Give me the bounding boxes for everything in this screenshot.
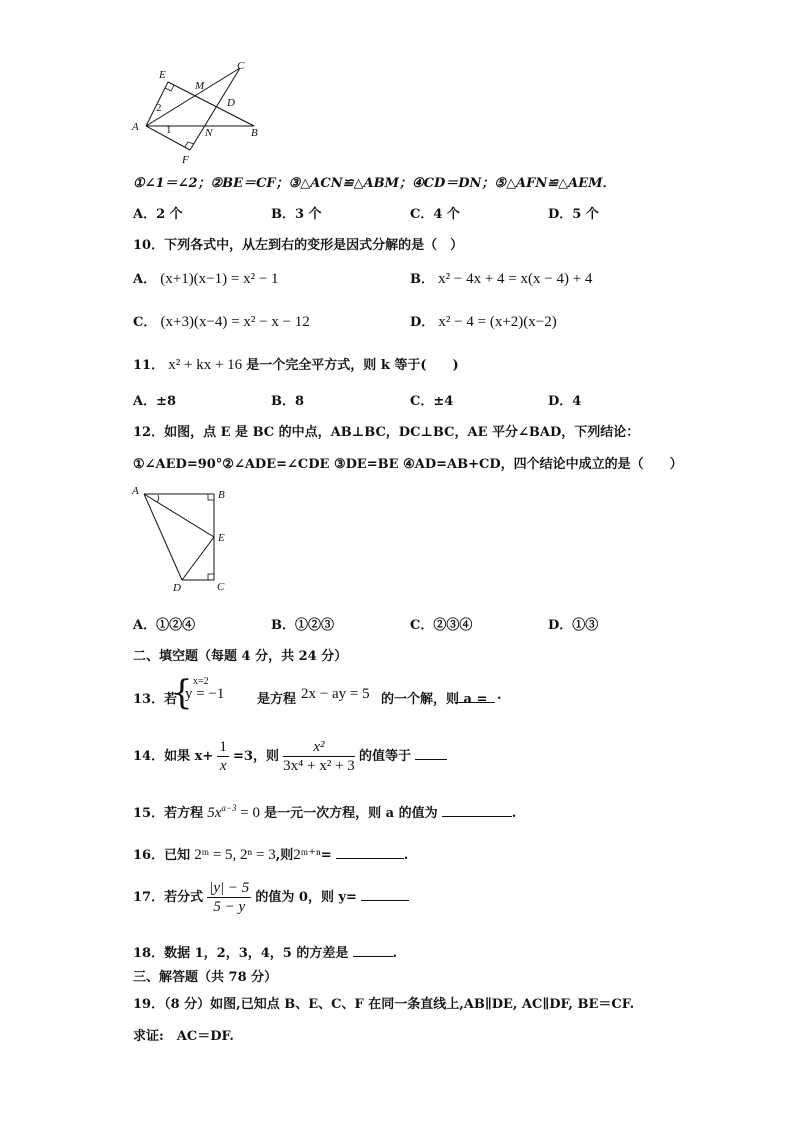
segment-ae [144, 494, 214, 537]
label-d: D [227, 97, 235, 109]
q15-expr-rest: = 0 [236, 805, 260, 821]
q11-option-a: A．±8 [133, 394, 177, 409]
q18 [133, 942, 397, 961]
label-d: D [173, 582, 181, 594]
q11-option-b: B．8 [271, 394, 305, 409]
q15-expr: 5x [207, 805, 222, 821]
q17-number: 17．若分式 [133, 890, 204, 905]
figure-q9 [128, 58, 268, 168]
q16-equals: = [320, 848, 332, 863]
label-a: A [132, 121, 139, 133]
q17-numerator: |y| − 5 [209, 880, 250, 896]
q16 [133, 844, 408, 864]
q15-end-text: 是一元一次方程，则 a 的值为 [264, 806, 438, 821]
q16-number: 16．已知 [133, 848, 191, 863]
q10-option-a [133, 268, 279, 288]
q13-system-top: x=2 [193, 676, 209, 687]
q11-option-c: C．±4 [410, 394, 454, 409]
q14-fraction-2 [283, 738, 355, 775]
q10-option-d [410, 311, 557, 331]
q12-conclusions: ①∠AED=90°②∠ADE=∠CDE ③DE=BE ④AD=AB+CD，四个结论中成立的是（ ） [133, 457, 683, 472]
q13-end-text: 的一个解，则 a = [381, 692, 488, 707]
q18-answer-blank[interactable] [353, 944, 393, 957]
q14-frac2-denominator: 3x⁴ + x² + 3 [283, 758, 355, 774]
q10-option-b [410, 268, 592, 288]
q17-fraction [207, 879, 251, 916]
label-b: B [251, 127, 258, 139]
q17-denominator: 5 − y [213, 899, 246, 915]
q17-answer-blank[interactable] [361, 888, 409, 901]
q14-frac1-denominator: x [219, 758, 227, 774]
label-f: F [182, 154, 189, 166]
q16-expr: 2ᵐ = 5, 2ⁿ = 3 [194, 847, 276, 863]
q16-answer-blank[interactable] [336, 846, 404, 859]
q15-answer-blank[interactable] [442, 804, 512, 817]
section-2-heading: 二、填空题（每题 4 分，共 24 分） [133, 649, 348, 664]
label-a: A [132, 485, 139, 497]
q14-answer-blank[interactable] [415, 747, 447, 760]
right-angle-mark-c [208, 574, 214, 580]
q14 [133, 738, 447, 775]
q19-prove: 求证: AC＝DF. [133, 1029, 234, 1044]
q13-brace: { [171, 673, 193, 713]
q10-option-c [133, 311, 310, 331]
q16-period: . [403, 848, 409, 863]
segment-ad [144, 494, 182, 580]
q9-option-a: A．2 个 [133, 207, 183, 222]
q12-option-b: B．①②③ [271, 618, 334, 633]
label-2: 2 [156, 102, 162, 114]
section-3-heading: 三、解答题（共 78 分） [133, 970, 278, 985]
label-e: E [159, 69, 166, 81]
angle-arc-a [157, 495, 159, 502]
q17 [133, 879, 409, 916]
q11-stem [133, 354, 459, 374]
right-angle-mark-b [208, 494, 214, 500]
label-n: N [205, 127, 213, 139]
q11-expr: x² + kx + 16 [168, 357, 243, 373]
label-c: C [237, 60, 245, 72]
q12-option-c: C．②③④ [410, 618, 473, 633]
q9-option-d: D．5 个 [548, 207, 599, 222]
q10-option-d-expr: x² − 4 = (x+2)(x−2) [438, 314, 557, 330]
q12-stem: 12．如图，点 E 是 BC 的中点，AB⊥BC，DC⊥BC，AE 平分∠BAD，下列结论： [133, 425, 640, 440]
figure-q12 [128, 482, 238, 594]
label-m: M [195, 80, 205, 92]
q14-number: 14．如果 x+ [133, 749, 214, 764]
q19-text: 19．（8 分）如图,已知点 B、E、C、F 在同一条直线上,AB∥DE, AC∥DF, BE＝CF. [133, 997, 635, 1012]
q10-option-b-letter: B． [410, 272, 434, 287]
q18-text: 18．数据 1，2，3，4，5 的方差是 [133, 946, 349, 961]
q9-conclusions: ①∠1＝∠2；②BE＝CF；③△ACN≌△ABM；④CD＝DN；⑤△AFN≌△AEM． [133, 176, 616, 191]
q10-option-a-letter: A． [133, 272, 157, 287]
q13-equation: 2x − ay = 5 [301, 686, 370, 702]
q14-fraction-1 [217, 738, 229, 775]
q9-option-b: B．3 个 [271, 207, 322, 222]
q13-system-bottom: y = −1 [185, 686, 225, 702]
q14-frac2-numerator: x² [283, 738, 355, 757]
q16-expr2: 2ᵐ⁺ⁿ [293, 847, 321, 863]
q15-number: 15．若方程 [133, 806, 204, 821]
q10-stem: 10．下列各式中，从左到右的变形是因式分解的是（ ） [133, 238, 464, 253]
q13-answer-blank[interactable] [455, 690, 495, 703]
q12-option-a: A．①②④ [133, 618, 196, 633]
q10-option-b-expr: x² − 4x + 4 = x(x − 4) + 4 [438, 271, 593, 287]
q9-option-c: C．4 个 [410, 207, 460, 222]
q11-stem-rest: 是一个完全平方式，则 k 等于( ) [246, 358, 459, 373]
segment-de [182, 537, 214, 580]
q15-period: . [511, 806, 517, 821]
label-1: 1 [166, 124, 172, 136]
label-e: E [218, 532, 225, 544]
label-b: B [218, 489, 225, 501]
q10-option-c-expr: (x+3)(x−4) = x² − x − 12 [160, 314, 310, 330]
q10-option-c-letter: C． [133, 315, 157, 330]
q14-mid-text: =3，则 [233, 749, 279, 764]
q10-option-d-letter: D． [410, 315, 435, 330]
q11-option-d: D．4 [548, 394, 582, 409]
q17-end-text: 的值为 0，则 y= [255, 890, 357, 905]
q18-period: . [392, 946, 398, 961]
q10-option-a-expr: (x+1)(x−1) = x² − 1 [160, 271, 279, 287]
q13-mid-text: 是方程 [257, 692, 297, 707]
label-c: C [217, 581, 225, 593]
q15 [133, 802, 516, 822]
q14-frac1-numerator: 1 [219, 739, 227, 755]
q11-number: 11． [133, 358, 165, 373]
q13-number: 13．若 [133, 692, 178, 707]
q16-mid-text: ,则 [275, 848, 294, 863]
q12-option-d: D．①③ [548, 618, 599, 633]
q13-period: . [497, 688, 502, 703]
q14-end-text: 的值等于 [358, 749, 411, 764]
q15-exponent: a−3 [221, 803, 237, 813]
